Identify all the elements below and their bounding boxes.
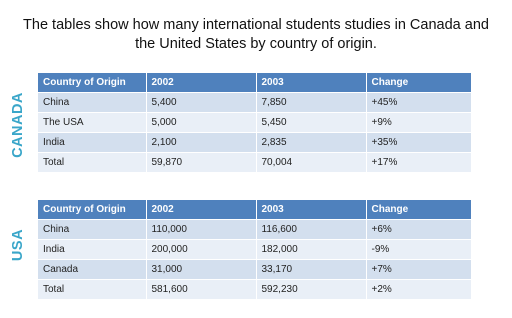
cell-2003: 182,000 [256,240,366,260]
cell-country: Total [38,280,146,300]
cell-2003: 116,600 [256,220,366,240]
cell-2003: 5,450 [256,113,366,133]
usa-label-text: USA [10,228,26,262]
cell-country: India [38,240,146,260]
table-row [38,220,471,240]
cell-2003: 2,835 [256,133,366,153]
table-header-row [38,73,471,93]
cell-country: India [38,133,146,153]
usa-side-label [8,200,28,290]
cell-2002: 59,870 [146,153,256,173]
cell-country: The USA [38,113,146,133]
cell-2003: 7,850 [256,93,366,113]
cell-2003: 33,170 [256,260,366,280]
cell-country: China [38,220,146,240]
canada-side-label [8,80,28,170]
header-country: Country of Origin [38,73,146,93]
cell-2002: 5,400 [146,93,256,113]
cell-change: +9% [366,113,471,133]
canada-table [38,73,471,172]
header-country: Country of Origin [38,200,146,220]
table-row [38,113,471,133]
table-header-row [38,200,471,220]
header-change: Change [366,200,471,220]
cell-2002: 31,000 [146,260,256,280]
header-2002: 2002 [146,73,256,93]
title-line-2: the United States by country of origin. [135,36,377,52]
cell-change: +45% [366,93,471,113]
cell-2002: 200,000 [146,240,256,260]
table-row [38,240,471,260]
cell-2003: 70,004 [256,153,366,173]
cell-change: +35% [366,133,471,153]
usa-table [38,200,471,299]
title-line-1: The tables show how many international students studies in Canada and [23,17,489,33]
header-2003: 2003 [256,73,366,93]
cell-country: China [38,93,146,113]
header-2003: 2003 [256,200,366,220]
table-row [38,133,471,153]
cell-change: +7% [366,260,471,280]
header-change: Change [366,73,471,93]
cell-2002: 2,100 [146,133,256,153]
table-row [38,260,471,280]
table-row-total [38,153,471,173]
cell-change: +17% [366,153,471,173]
cell-change: +2% [366,280,471,300]
cell-2003: 592,230 [256,280,366,300]
canada-label-text: CANADA [10,92,26,158]
cell-country: Canada [38,260,146,280]
cell-country: Total [38,153,146,173]
cell-2002: 5,000 [146,113,256,133]
table-row [38,93,471,113]
cell-change: +6% [366,220,471,240]
header-2002: 2002 [146,200,256,220]
cell-2002: 581,600 [146,280,256,300]
table-row-total [38,280,471,300]
cell-change: -9% [366,240,471,260]
cell-2002: 110,000 [146,220,256,240]
page-title [0,16,512,54]
